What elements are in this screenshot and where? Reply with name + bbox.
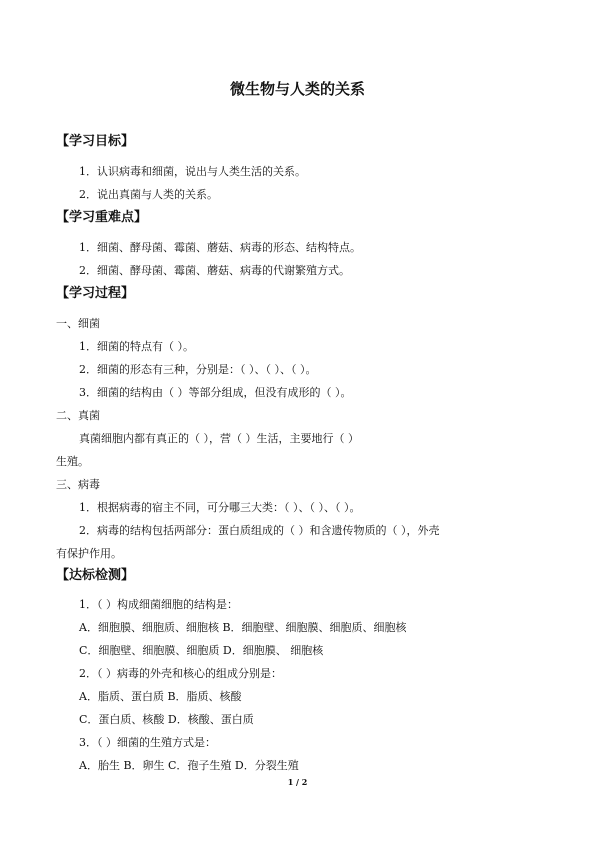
process-virus-label: 三、病毒 (56, 478, 100, 491)
test-q3-options-1: A．胎生 B．卵生 C．孢子生殖 D．分裂生殖 (79, 759, 299, 772)
test-q2-options-2: C．蛋白质、核酸 D．核酸、蛋白质 (79, 713, 254, 726)
goal-item-1: 1．认识病毒和细菌，说出与人类生活的关系。 (79, 165, 306, 178)
goal-item-2: 2．说出真菌与人类的关系。 (79, 188, 218, 201)
key-point-item-1: 1．细菌、酵母菌、霉菌、蘑菇、病毒的形态、结构特点。 (79, 241, 361, 254)
section-heading-goals: 【学习目标】 (56, 134, 135, 149)
section-heading-process: 【学习过程】 (56, 286, 135, 301)
virus-item-2-cont: 有保护作用。 (56, 547, 122, 560)
virus-item-1: 1．根据病毒的宿主不同，可分哪三大类：（ ）、（ ）、（ ）。 (79, 501, 361, 514)
bacteria-item-2: 2．细菌的形态有三种，分别是：（ ）、（ ）、（ ）。 (79, 363, 317, 376)
test-q3-stem: 3．（ ）细菌的生殖方式是： (79, 736, 216, 749)
process-fungi-label: 二、真菌 (56, 409, 100, 422)
section-heading-key-points: 【学习重难点】 (56, 210, 148, 225)
fungi-line-2: 生殖。 (56, 455, 89, 468)
bacteria-item-1: 1．细菌的特点有（ ）。 (79, 340, 194, 353)
bacteria-item-3: 3．细菌的结构由（ ）等部分组成，但没有成形的（ ）。 (79, 386, 352, 399)
test-q2-options-1: A．脂质、蛋白质 B．脂质、核酸 (79, 690, 242, 703)
virus-item-2: 2．病毒的结构包括两部分：蛋白质组成的（ ）和含遗传物质的（ ），外壳 (79, 524, 440, 537)
process-bacteria-label: 一、细菌 (56, 317, 100, 330)
test-q1-stem: 1．（ ）构成细菌细胞的结构是： (79, 598, 238, 611)
test-q1-options-2: C．细胞壁、细胞膜、细胞质 D．细胞膜、 细胞核 (79, 644, 324, 657)
section-heading-test: 【达标检测】 (56, 568, 135, 583)
test-q1-options-1: A．细胞膜、细胞质、细胞核 B．细胞壁、细胞膜、细胞质、细胞核 (79, 621, 407, 634)
page-number: 1 / 2 (287, 777, 308, 787)
document-title: 微生物与人类的关系 (229, 80, 365, 98)
fungi-line-1: 真菌细胞内都有真正的（ ），营（ ）生活，主要地行（ ） (79, 432, 359, 445)
key-point-item-2: 2．细菌、酵母菌、霉菌、蘑菇、病毒的代谢繁殖方式。 (79, 264, 350, 277)
test-q2-stem: 2．（ ）病毒的外壳和核心的组成分别是： (79, 667, 282, 680)
